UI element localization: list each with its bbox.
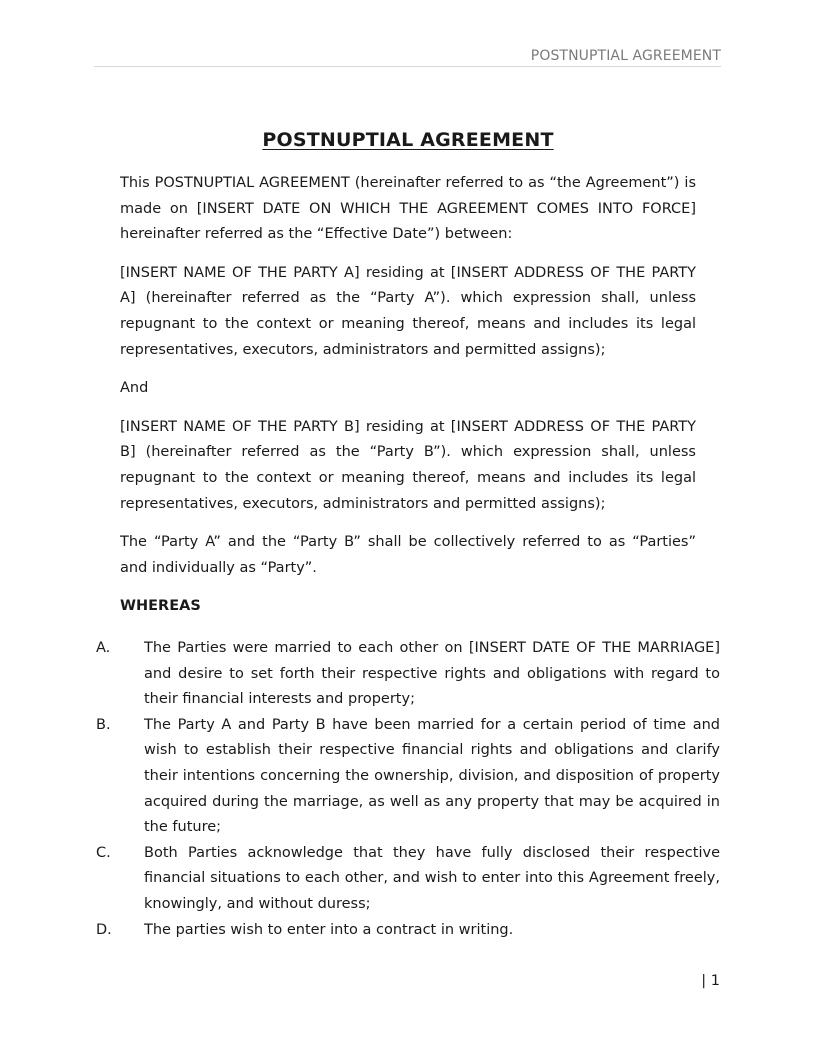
intro-paragraph: This POSTNUPTIAL AGREEMENT (hereinafter referred to as “the Agreement”) is made on [INSERT DATE ON WHICH THE AGREEMENT COMES INTO FORCE] hereinafter referred as the “Effective Date”) between: xyxy=(120,175,696,243)
running-header: POSTNUPTIAL AGREEMENT xyxy=(530,48,721,64)
and-paragraph: And xyxy=(120,380,149,397)
document-body xyxy=(120,171,696,620)
list-item xyxy=(96,841,720,918)
recital-letter: A. xyxy=(96,640,111,656)
header-divider xyxy=(94,66,721,67)
document-title: POSTNUPTIAL AGREEMENT xyxy=(262,129,554,151)
recitals-list xyxy=(96,636,720,943)
recital-text: The Party A and Party B have been married for a certain period of time and wish to establish their respective financial rights and obligations and clarify their intentions concerning the ownership, division, and disposition of property acquired during the marriage, as well as any property that may be acquired in the future; xyxy=(144,716,720,836)
parties-definition-paragraph: The “Party A” and the “Party B” shall be collectively referred to as “Parties” and individually as “Party”. xyxy=(120,534,696,576)
party-a-paragraph: [INSERT NAME OF THE PARTY A] residing at [INSERT ADDRESS OF THE PARTY A] (hereinafter referred as the “Party A”). which expression shall, unless repugnant to the context or meaning thereof, means and includes its legal representatives, executors, administrators and permitted assigns); xyxy=(120,264,696,358)
recital-text: The parties wish to enter into a contract in writing. xyxy=(144,921,514,938)
list-item xyxy=(96,636,720,713)
page-number: | 1 xyxy=(701,973,720,989)
recital-text: The Parties were married to each other on [INSERT DATE OF THE MARRIAGE] and desire to set forth their respective rights and obligations with regard to their financial interests and property; xyxy=(144,640,720,708)
list-item xyxy=(96,918,720,944)
list-item xyxy=(96,713,720,841)
whereas-heading: WHEREAS xyxy=(120,598,201,615)
recital-text: Both Parties acknowledge that they have fully disclosed their respective financial situations to each other, and wish to enter into this Agreement freely, knowingly, and without duress; xyxy=(144,844,720,912)
recital-letter: D. xyxy=(96,921,112,938)
recital-letter: C. xyxy=(96,844,111,861)
party-b-paragraph: [INSERT NAME OF THE PARTY B] residing at [INSERT ADDRESS OF THE PARTY B] (hereinafter referred as the “Party B”). which expression shall, unless repugnant to the context or meaning thereof, means and includes its legal representatives, executors, administrators and permitted assigns); xyxy=(120,418,696,512)
recital-letter: B. xyxy=(96,716,111,733)
